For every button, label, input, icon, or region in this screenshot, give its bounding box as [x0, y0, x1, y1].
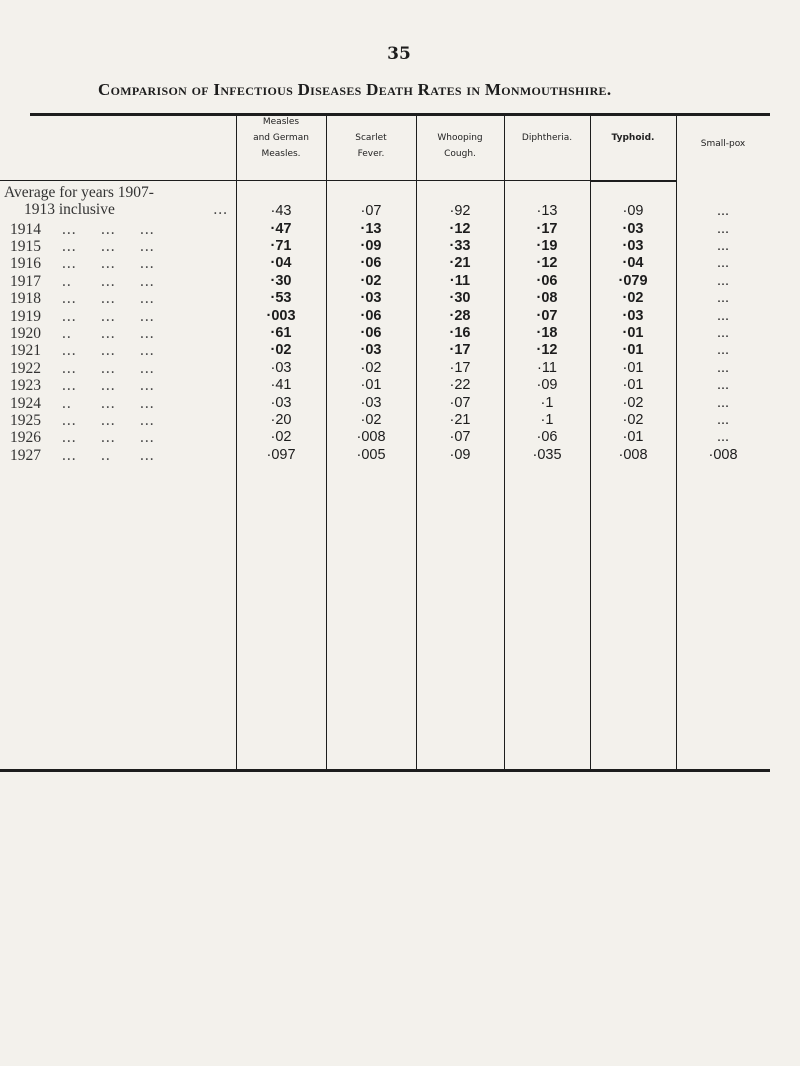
cell-typhoid: ·01 — [622, 342, 644, 359]
leader-dots: ... ... ... — [62, 411, 155, 429]
cell-typhoid: ·03 — [622, 237, 644, 254]
cell-whooping-cough: ·07 — [449, 394, 471, 411]
row-label — [10, 273, 232, 290]
leader-dots: ... ... ... — [62, 220, 155, 238]
cell-diphtheria: ·12 — [536, 255, 558, 272]
table-row — [0, 342, 770, 359]
cell-small-pox: ... — [716, 203, 730, 219]
table-row — [0, 290, 770, 307]
cell-small-pox: ... — [716, 272, 730, 289]
cell-scarlet-fever: ·06 — [360, 255, 382, 272]
cell-measles: ·53 — [270, 290, 292, 307]
row-year: 1914 — [10, 220, 41, 238]
cell-small-pox: ... — [716, 429, 730, 446]
row-label — [10, 238, 232, 255]
row-year: 1927 — [10, 446, 41, 464]
cell-scarlet-fever: ·13 — [360, 220, 382, 237]
page-number: 35 — [387, 44, 411, 64]
cell-whooping-cough: ·21 — [449, 255, 471, 272]
cell-whooping-cough: ·22 — [449, 377, 471, 394]
cell-typhoid: ·02 — [622, 411, 644, 428]
cell-typhoid: ·079 — [618, 272, 648, 289]
cell-small-pox: ... — [716, 359, 730, 376]
row-year: 1919 — [10, 307, 41, 325]
row-label — [10, 308, 232, 325]
row-year: 1916 — [10, 255, 41, 273]
cell-measles: ·02 — [270, 342, 292, 359]
cell-typhoid: ·01 — [622, 429, 644, 446]
table-row — [0, 308, 770, 325]
table-row — [0, 377, 770, 394]
cell-measles: ·30 — [270, 272, 292, 289]
table-row-average — [0, 184, 770, 220]
cell-typhoid: ·03 — [622, 307, 644, 324]
row-year: 1923 — [10, 377, 41, 395]
row-label — [10, 221, 232, 238]
cell-typhoid: ·02 — [622, 394, 644, 411]
header-line: Measles — [262, 117, 300, 127]
cell-scarlet-fever: ·02 — [360, 411, 382, 428]
leader-dots: ... ... ... — [62, 429, 155, 447]
cell-scarlet-fever: ·03 — [360, 290, 382, 307]
cell-whooping-cough: ·12 — [449, 220, 471, 237]
cell-scarlet-fever: ·07 — [360, 203, 382, 219]
cell-measles: ·71 — [270, 237, 292, 254]
table-row — [0, 412, 770, 429]
table-top-rule — [30, 113, 770, 116]
leader-dots: ... ... ... — [62, 255, 155, 273]
cell-diphtheria: ·18 — [536, 324, 558, 341]
cell-whooping-cough: ·21 — [449, 411, 471, 428]
leader-dots: ... ... ... — [62, 307, 155, 325]
leader-dots: ... .. ... — [62, 446, 155, 464]
header-line: Measles. — [261, 149, 301, 159]
leader-dots: ... — [213, 201, 228, 218]
cell-scarlet-fever: ·06 — [360, 324, 382, 341]
cell-scarlet-fever: ·008 — [356, 429, 386, 446]
table-row — [0, 273, 770, 290]
cell-typhoid: ·01 — [622, 324, 644, 341]
cell-small-pox: ... — [716, 324, 730, 341]
header-line: Diphtheria. — [521, 133, 573, 143]
header-underline-scarlet — [236, 180, 590, 181]
row-year: 1920 — [10, 324, 41, 342]
cell-diphtheria: ·12 — [536, 342, 558, 359]
header-diphtheria — [504, 130, 590, 146]
row-label — [10, 412, 232, 429]
row-label — [10, 377, 232, 394]
cell-typhoid: ·008 — [618, 446, 648, 463]
header-scarlet-fever — [326, 130, 416, 162]
cell-whooping-cough: ·17 — [449, 342, 471, 359]
header-line: Fever. — [357, 149, 385, 159]
cell-small-pox: ... — [716, 377, 730, 394]
header-line: Cough. — [444, 149, 476, 159]
cell-measles: ·03 — [270, 394, 292, 411]
header-small-pox — [676, 136, 770, 152]
cell-diphtheria: ·1 — [540, 411, 554, 428]
table-bottom-rule — [0, 769, 770, 772]
row-label-average-line1: Average for years 1907- — [4, 184, 154, 201]
cell-measles: ·41 — [270, 377, 292, 394]
cell-whooping-cough: ·17 — [449, 359, 471, 376]
cell-scarlet-fever: ·06 — [360, 307, 382, 324]
row-label — [10, 429, 232, 446]
cell-whooping-cough: ·28 — [449, 307, 471, 324]
cell-typhoid: ·02 — [622, 290, 644, 307]
row-year: 1926 — [10, 429, 41, 447]
row-label — [10, 290, 232, 307]
cell-whooping-cough: ·11 — [449, 272, 471, 289]
header-underline-typhoid — [590, 180, 676, 182]
table-row — [0, 429, 770, 446]
header-line: Typhoid. — [611, 133, 655, 143]
row-label-average-line2 — [24, 201, 236, 218]
cell-measles: ·43 — [270, 203, 292, 219]
row-year: 1918 — [10, 290, 41, 308]
table-row — [0, 221, 770, 238]
leader-dots: .. ... ... — [62, 324, 155, 342]
row-label — [10, 325, 232, 342]
cell-small-pox: ... — [716, 255, 730, 272]
cell-small-pox: ... — [716, 411, 730, 428]
cell-diphtheria: ·09 — [536, 377, 558, 394]
leader-dots: ... ... ... — [62, 342, 155, 360]
cell-whooping-cough: ·30 — [449, 290, 471, 307]
cell-measles: ·02 — [270, 429, 292, 446]
row-label — [10, 360, 232, 377]
leader-dots: ... ... ... — [62, 237, 155, 255]
death-rates-table — [0, 112, 770, 772]
cell-scarlet-fever: ·09 — [360, 237, 382, 254]
cell-scarlet-fever: ·03 — [360, 394, 382, 411]
row-year: 1925 — [10, 411, 41, 429]
cell-small-pox: ... — [716, 290, 730, 307]
cell-small-pox: ·008 — [708, 446, 738, 463]
cell-diphtheria: ·17 — [536, 220, 558, 237]
cell-whooping-cough: ·33 — [449, 237, 471, 254]
leader-dots: ... ... ... — [62, 377, 155, 395]
table-row — [0, 255, 770, 272]
leader-dots: ... ... ... — [62, 290, 155, 308]
cell-small-pox: ... — [716, 394, 730, 411]
leader-dots: .. ... ... — [62, 394, 155, 412]
leader-dots: .. ... ... — [62, 272, 155, 290]
cell-diphtheria: ·06 — [536, 429, 558, 446]
cell-small-pox: ... — [716, 237, 730, 254]
cell-whooping-cough: ·16 — [449, 324, 471, 341]
row-year: 1922 — [10, 359, 41, 377]
header-line: Scarlet — [355, 133, 387, 143]
cell-measles: ·61 — [270, 324, 292, 341]
row-label — [10, 395, 232, 412]
cell-diphtheria: ·035 — [532, 446, 562, 463]
header-whooping-cough — [416, 130, 504, 162]
cell-typhoid: ·01 — [622, 377, 644, 394]
cell-typhoid: ·01 — [622, 359, 644, 376]
cell-scarlet-fever: ·01 — [360, 377, 382, 394]
header-typhoid — [590, 130, 676, 146]
table-row — [0, 360, 770, 377]
header-line: Whooping — [437, 133, 483, 143]
row-label — [10, 447, 232, 464]
cell-scarlet-fever: ·005 — [356, 446, 386, 463]
cell-diphtheria: ·07 — [536, 307, 558, 324]
header-line: and German — [253, 133, 309, 143]
row-label — [10, 255, 232, 272]
cell-typhoid: ·09 — [622, 203, 644, 219]
leader-dots: ... ... ... — [62, 359, 155, 377]
table-row — [0, 325, 770, 342]
cell-typhoid: ·04 — [622, 255, 644, 272]
cell-scarlet-fever: ·03 — [360, 342, 382, 359]
cell-diphtheria: ·06 — [536, 272, 558, 289]
cell-scarlet-fever: ·02 — [360, 272, 382, 289]
row-label — [10, 342, 232, 359]
cell-measles: ·04 — [270, 255, 292, 272]
cell-diphtheria: ·08 — [536, 290, 558, 307]
cell-whooping-cough: ·09 — [449, 446, 471, 463]
label-column-rule — [0, 180, 236, 181]
row-year: 1921 — [10, 342, 41, 360]
page-title: Comparison of Infectious Diseases Death Rates in Monmouthshire. — [98, 80, 612, 99]
cell-typhoid: ·03 — [622, 220, 644, 237]
cell-measles: ·097 — [266, 446, 296, 463]
cell-diphtheria: ·19 — [536, 237, 558, 254]
table-row — [0, 447, 770, 464]
table-row — [0, 395, 770, 412]
row-year: 1917 — [10, 272, 41, 290]
cell-diphtheria: ·13 — [536, 203, 558, 219]
cell-whooping-cough: ·92 — [449, 203, 471, 219]
row-label-average-text: 1913 inclusive — [24, 201, 115, 218]
cell-whooping-cough: ·07 — [449, 429, 471, 446]
cell-measles: ·003 — [266, 307, 296, 324]
cell-scarlet-fever: ·02 — [360, 359, 382, 376]
cell-small-pox: ... — [716, 342, 730, 359]
cell-diphtheria: ·11 — [537, 359, 557, 376]
cell-diphtheria: ·1 — [540, 394, 554, 411]
cell-small-pox: ... — [716, 307, 730, 324]
table-row — [0, 238, 770, 255]
cell-measles: ·20 — [270, 411, 292, 428]
row-year: 1915 — [10, 237, 41, 255]
cell-measles: ·47 — [270, 220, 292, 237]
header-measles — [236, 114, 326, 162]
row-year: 1924 — [10, 394, 41, 412]
cell-small-pox: ... — [716, 220, 730, 237]
cell-measles: ·03 — [270, 359, 292, 376]
header-line: Small-pox — [700, 139, 746, 149]
